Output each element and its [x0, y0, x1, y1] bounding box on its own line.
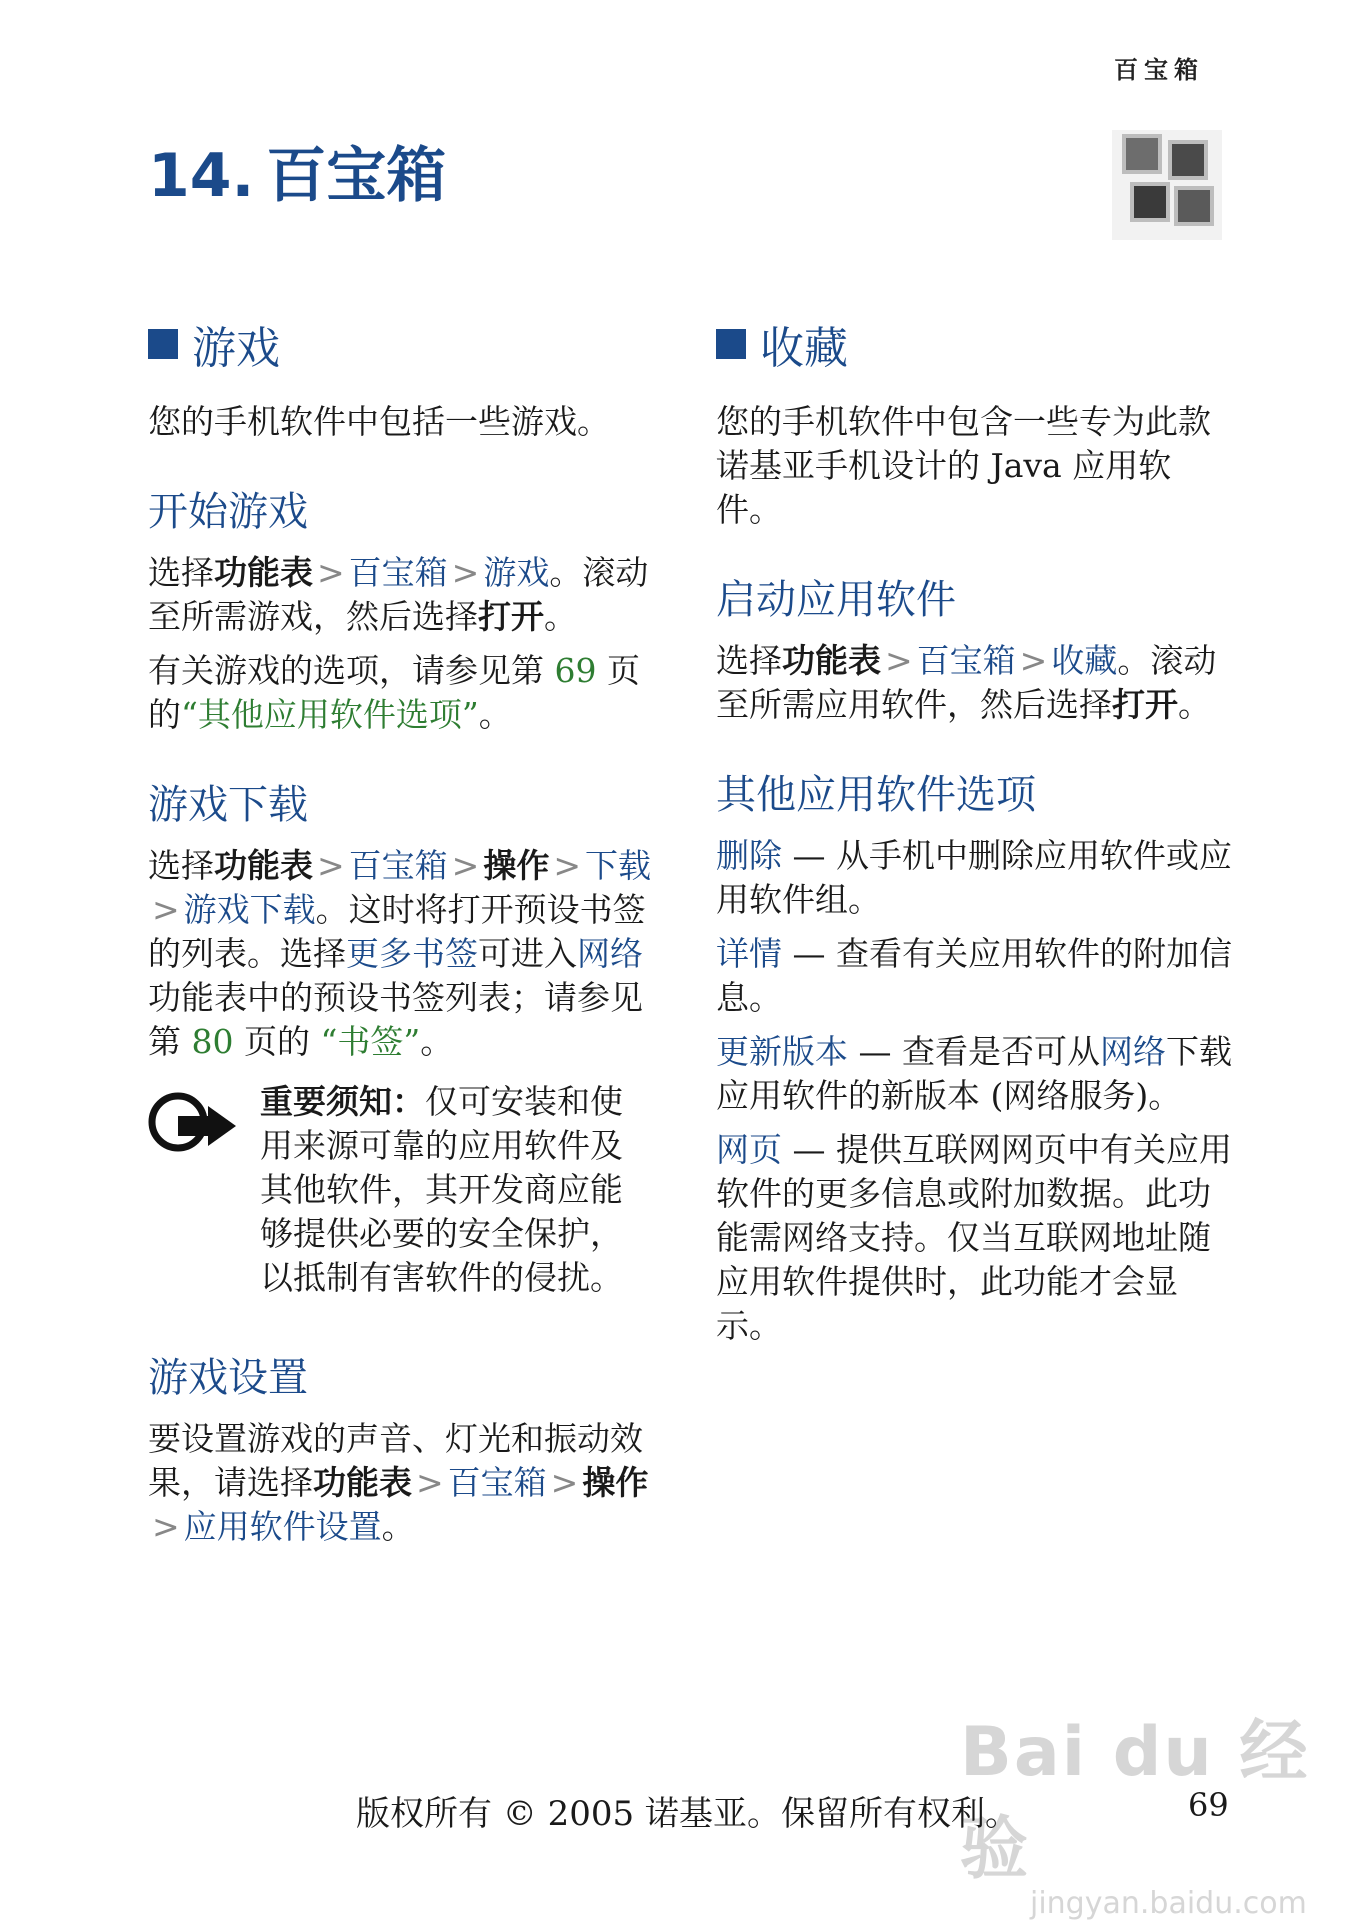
em-dash: — [782, 836, 836, 875]
menu-term: 功能表 [782, 641, 881, 680]
toolbox-link[interactable]: 百宝箱 [348, 846, 448, 885]
open-term: 打开 [478, 597, 544, 636]
path-separator: > [317, 553, 345, 592]
web-link[interactable]: 网络 [577, 934, 643, 973]
section-heading-games [148, 312, 668, 376]
heading-square-icon [148, 329, 178, 359]
start-game-body: 。滚动至所需游戏，然后选择 [148, 553, 649, 636]
section-heading-collection [716, 312, 1236, 376]
see-options-text [148, 649, 668, 737]
page-ref-link[interactable]: 80 [191, 1022, 234, 1061]
select-word: 选择 [148, 553, 214, 592]
bookmarks-ref-link[interactable]: “书签” [320, 1022, 421, 1061]
path-separator: > [1019, 641, 1048, 680]
select-word: 选择 [716, 641, 782, 680]
menu-term: 功能表 [313, 1463, 412, 1502]
webpage-desc: 提供互联网网页中有关应用软件的更多信息或附加数据。此功能需网络支持。仅当互联网地址随应用软件提供时，此功能才会显示。 [716, 1130, 1232, 1345]
notice-label: 重要须知： [260, 1082, 425, 1121]
period: 。 [381, 1507, 415, 1546]
left-column [148, 312, 668, 1559]
collection-intro: 您的手机软件中包含一些专为此款诺基亚手机设计的 Java 应用软件。 [716, 402, 1211, 529]
details-desc: 查看有关应用软件的附加信息。 [716, 934, 1232, 1017]
path-separator: > [451, 553, 480, 592]
period: 。 [478, 695, 512, 734]
chapter-title [148, 128, 446, 214]
download-body-4: 页的 [233, 1022, 321, 1061]
watermark-logo: Bai du 经验 [960, 1713, 1310, 1889]
path-separator: > [885, 641, 913, 680]
path-separator: > [416, 1463, 444, 1502]
section-ref-link[interactable]: “其他应用软件选项” [181, 695, 479, 734]
period: 。 [1178, 685, 1211, 724]
web-link[interactable]: 网络 [1099, 1032, 1166, 1071]
download-body-3: 功能表中的预设书签列表；请参见第 [148, 978, 643, 1061]
option-webpage [716, 1128, 1236, 1348]
games-link[interactable]: 游戏 [483, 553, 550, 592]
collection-link[interactable]: 收藏 [1051, 641, 1118, 680]
period: 。 [544, 597, 577, 636]
copyright-footer: 版权所有 © 2005 诺基亚。保留所有权利。 [356, 1794, 1019, 1834]
chapter-number: 14. [148, 141, 255, 211]
delete-desc: 从手机中删除应用软件或应用软件组。 [716, 836, 1232, 919]
right-column [716, 312, 1236, 1358]
game-settings-heading: 游戏设置 [148, 1355, 308, 1401]
baidu-watermark [960, 1698, 1364, 1921]
important-notice [148, 1080, 668, 1310]
games-heading-text: 游戏 [192, 323, 280, 374]
em-dash: — [848, 1032, 902, 1071]
toolbox-link[interactable]: 百宝箱 [348, 553, 448, 592]
settings-body: 要设置游戏的声音、灯光和振动效果，请选择 [148, 1419, 643, 1502]
path-separator: > [152, 890, 180, 929]
page-ref-link[interactable]: 69 [554, 651, 597, 690]
download-body-1: 。这时将打开预设书签的列表。选择 [148, 890, 646, 973]
game-download-heading: 游戏下载 [148, 782, 308, 828]
path-separator: > [550, 1463, 579, 1502]
menu-term: 功能表 [214, 553, 313, 592]
options-term: 操作 [483, 846, 550, 885]
option-delete [716, 834, 1236, 922]
grid-apps-icon [1112, 130, 1222, 240]
see-pre: 有关游戏的选项，请参见第 [148, 651, 555, 690]
heading-square-icon [716, 329, 746, 359]
update-desc-post: 下载应用软件的新版本 (网络服务)。 [716, 1032, 1232, 1115]
game-download-link[interactable]: 游戏下载 [183, 890, 316, 929]
see-mid: 页的 [148, 651, 640, 734]
collection-heading-text: 收藏 [760, 323, 848, 374]
em-dash: — [782, 1130, 836, 1169]
notice-text [260, 1080, 652, 1300]
option-update [716, 1030, 1236, 1118]
other-options-heading: 其他应用软件选项 [716, 772, 1036, 818]
notice-body: 仅可安装和使用来源可靠的应用软件及其他软件，其开发商应能够提供必要的安全保护，以抵制有害软件的侵扰。 [260, 1082, 623, 1297]
more-bookmarks-link[interactable]: 更多书签 [346, 934, 478, 973]
option-details [716, 932, 1236, 1020]
period: 。 [420, 1022, 454, 1061]
start-game-heading: 开始游戏 [148, 489, 308, 535]
update-version-link[interactable]: 更新版本 [716, 1032, 848, 1071]
download-body-2: 可进入 [478, 934, 577, 973]
start-game-text [148, 551, 668, 639]
select-word: 选择 [148, 846, 214, 885]
download-link[interactable]: 下载 [584, 846, 651, 885]
open-term: 打开 [1112, 685, 1178, 724]
launch-app-text [716, 639, 1236, 727]
watermark-url: jingyan.baidu.com [1030, 1886, 1307, 1921]
app-settings-link[interactable]: 应用软件设置 [183, 1507, 382, 1546]
notice-hand-icon [148, 1086, 240, 1158]
toolbox-link[interactable]: 百宝箱 [916, 641, 1016, 680]
em-dash: — [782, 934, 836, 973]
toolbox-link[interactable]: 百宝箱 [447, 1463, 547, 1502]
options-term: 操作 [582, 1463, 649, 1502]
path-separator: > [451, 846, 480, 885]
game-download-text [148, 844, 668, 1064]
update-desc-pre: 查看是否可从 [901, 1032, 1100, 1071]
page-number: 69 [1188, 1786, 1229, 1824]
game-settings-text [148, 1417, 668, 1549]
webpage-link[interactable]: 网页 [716, 1130, 782, 1169]
launch-app-heading: 启动应用软件 [716, 577, 956, 623]
path-separator: > [152, 1507, 180, 1546]
path-separator: > [553, 846, 581, 885]
menu-term: 功能表 [214, 846, 313, 885]
running-head: 百宝箱 [1114, 56, 1204, 84]
launch-body: 。滚动至所需应用软件，然后选择 [716, 641, 1217, 724]
details-link[interactable]: 详情 [716, 934, 782, 973]
games-intro: 您的手机软件中包括一些游戏。 [148, 402, 610, 441]
delete-link[interactable]: 删除 [716, 836, 782, 875]
path-separator: > [317, 846, 345, 885]
chapter-title-text: 百宝箱 [266, 141, 447, 211]
